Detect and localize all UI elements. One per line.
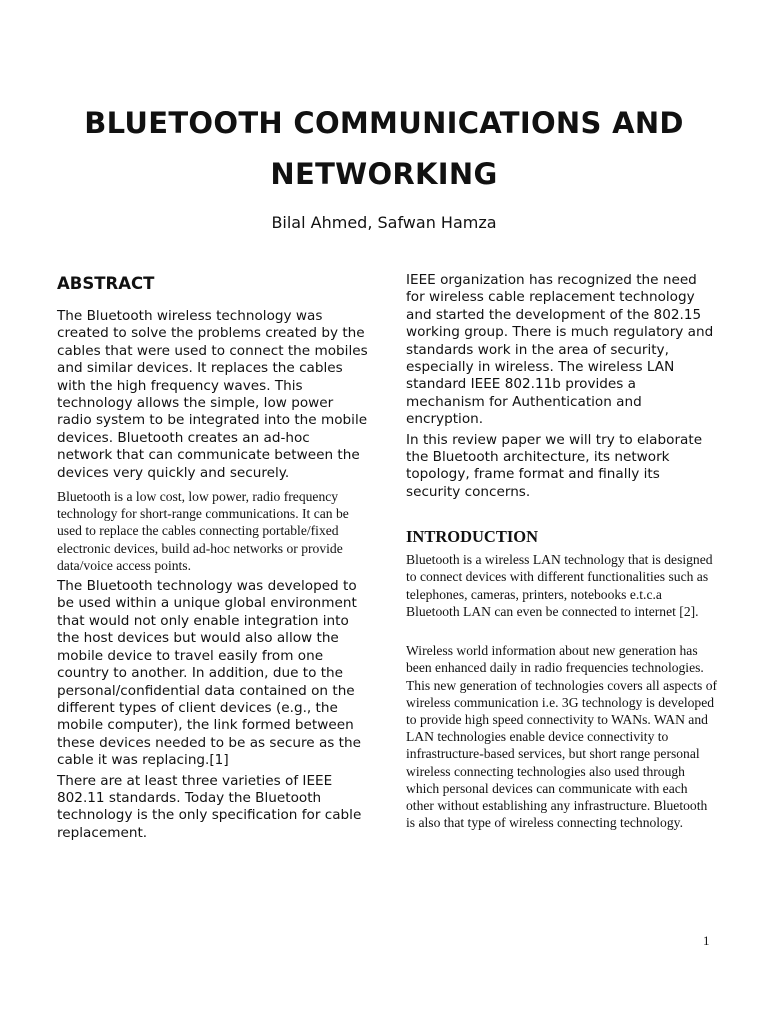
paper-title-line-2: NETWORKING: [270, 157, 498, 191]
right-paragraph-2: In this review paper we will try to elaborate the Bluetooth architecture, its network topology, frame format and finally its security concerns.: [406, 431, 703, 500]
right-column: [406, 272, 718, 831]
left-column: [57, 274, 369, 842]
introduction-heading: INTRODUCTION: [406, 527, 539, 547]
abstract-heading: ABSTRACT: [57, 274, 155, 293]
paper-title-line-1: BLUETOOTH COMMUNICATIONS AND: [84, 106, 684, 140]
right-paragraph-1: IEEE organization has recognized the need for wireless cable replacement technology and started the development of the 802.15 working group. There is much regulatory and standards work in the area of security, especially in wireless. The wireless LAN standard IEEE 802.11b provides a mechanism for Authentication and encryption.: [406, 272, 714, 428]
page-number: 1: [703, 933, 710, 948]
introduction-paragraph-2: Wireless world information about new generation has been enhanced daily in radio frequencies technologies. This new generation of technologies covers all aspects of wireless communication i.e. 3G technology is developed to provide high speed connectivity to WANs. WAN and LAN technologies enable device connectivity to infrastructure-based services, but short range personal wireless connecting technologies also used through which personal devices can communicate with each other without establishing any infrastructure. Bluetooth is also that type of wireless connecting technology.: [406, 643, 718, 831]
abstract-paragraph-1: The Bluetooth wireless technology was created to solve the problems created by the cables that were used to connect the mobiles and similar devices. It replaces the cables with the high frequency waves. This technology allows the simple, low power radio system to be integrated into the mobile devices. Bluetooth creates an ad-hoc network that can communicate between the devices very quickly and securely.: [57, 308, 368, 481]
abstract-paragraph-2: Bluetooth is a low cost, low power, radio frequency technology for short-range communications. It can be used to replace the cables connecting portable/fixed electronic devices, build ad-hoc networks or provide data/voice access points.: [57, 489, 349, 573]
introduction-paragraph-1: Bluetooth is a wireless LAN technology that is designed to connect devices with different functionalities such as telephones, cameras, printers, notebooks e.t.c.a Bluetooth LAN can even be connected to internet [2].: [406, 552, 713, 619]
abstract-paragraph-3: The Bluetooth technology was developed to be used within a unique global environment that would not only enable integration into the host devices but would also allow the mobile device to travel easily from one country to another. In addition, due to the personal/confidential data contained on the different types of client devices (e.g., the mobile computer), the link formed between these devices needed to be as secure as the cable it was replacing.[1]: [57, 578, 361, 769]
author-list: Bilal Ahmed, Safwan Hamza: [271, 213, 497, 232]
abstract-paragraph-4: There are at least three varieties of IEEE 802.11 standards. Today the Bluetooth technology is the only specification for cable replacement.: [57, 772, 362, 841]
